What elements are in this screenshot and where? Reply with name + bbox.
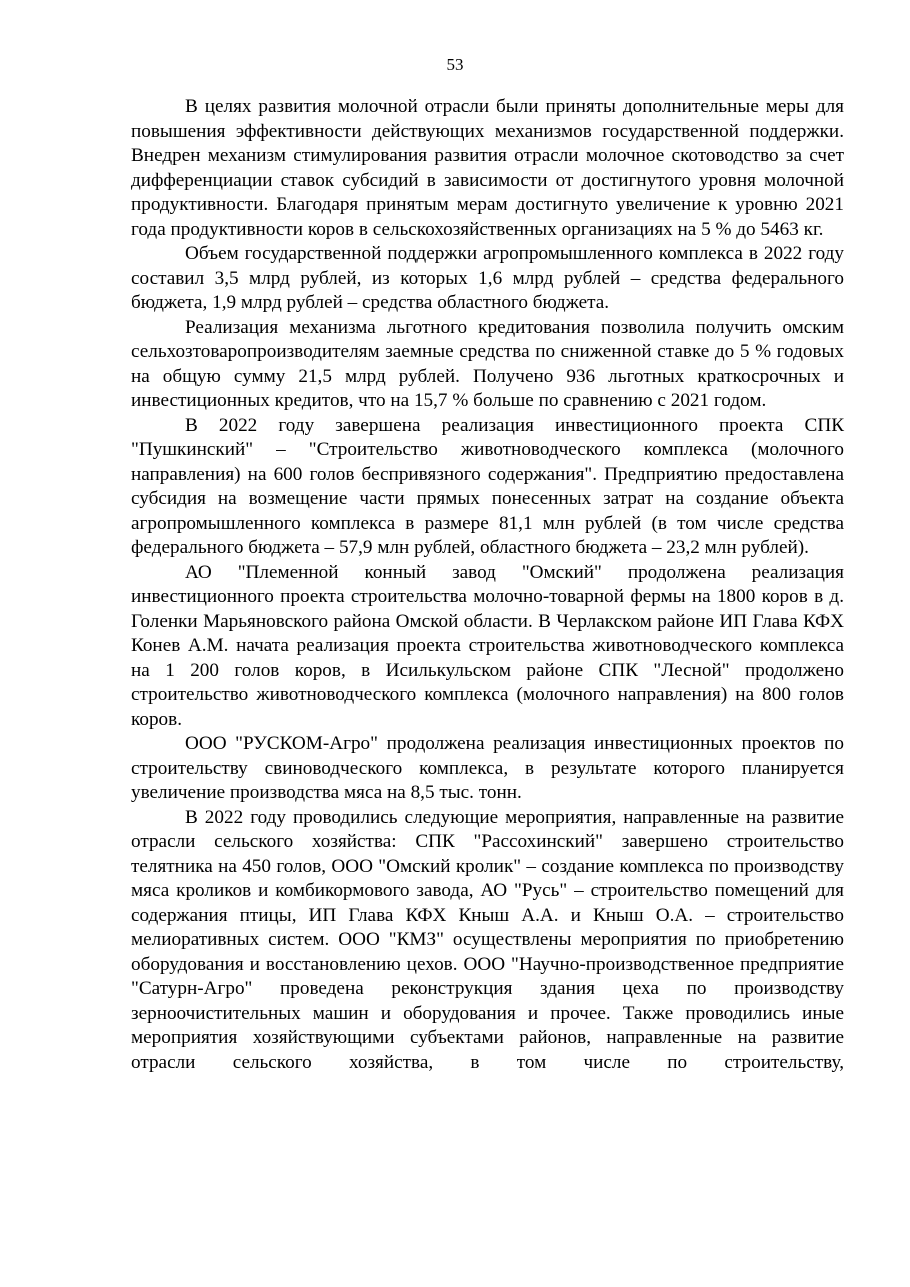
paragraph-preferential-credit: Реализация механизма льготного кредитования позволила получить омским сельхозтоваропроизводителям заемные средства по сниженной ставке до 5 % годовых на общую сумму 21,5 млрд рублей. Получено 936 льготных краткосрочных и инвестиционных кредитов, что на 15,7 % больше по сравнению с 2021 годом. (131, 316, 844, 411)
page-number: 53 (446, 55, 464, 74)
paragraph-pushkinsky-project: В 2022 году завершена реализация инвестиционного проекта СПК "Пушкинский" – "Строительство животноводческого комплекса (молочного направления) на 600 голов беспривязного содержания". Предприятию предоставлена субсидия на возмещение части прямых понесенных затрат на создание объекта агропромышленного комплекса в размере 81,1 млн рублей (в том числе средства федерального бюджета – 57,9 млн рублей, областного бюджета – 23,2 млн рублей). (131, 414, 844, 558)
document-body (131, 95, 844, 1075)
paragraph-dairy-support: В целях развития молочной отрасли были приняты дополнительные меры для повышения эффективности действующих механизмов государственной поддержки. Внедрен механизм стимулирования развития отрасли молочное скотоводство за счет дифференциации ставок субсидий в зависимости от достигнутого уровня молочной продуктивности. Благодаря принятым мерам достигнуто увеличение к уровню 2021 года продуктивности коров в сельскохозяйственных организациях на 5 % до 5463 кг. (131, 96, 844, 240)
paragraph-ruskom-agro: ООО "РУСКОМ-Агро" продолжена реализация инвестиционных проектов по строительству свиноводческого комплекса, в результате которого планируется увеличение производства мяса на 8,5 тыс. тонн. (131, 733, 844, 803)
paragraph-2022-activities: В 2022 году проводились следующие мероприятия, направленные на развитие отрасли сельского хозяйства: СПК "Рассохинский" завершено строительство телятника на 450 голов, ООО "Омский кролик" – создание комплекса по производству мяса кроликов и комбикормового завода, АО "Русь" – строительство помещений для содержания птицы, ИП Глава КФХ Кныш А.А. и Кныш О.А. – строительство мелиоративных систем. ООО "КМЗ" осуществлены мероприятия по приобретению оборудования и восстановлению цехов. ООО "Научно-производственное предприятие "Сатурн-Агро" проведена реконструкция здания цеха по производству зерноочистительных машин и оборудования и прочее. Также проводились иные мероприятия хозяйствующими субъектами районов, направленные на развитие отрасли сельского хозяйства, в том числе по строительству, (131, 806, 844, 1073)
paragraph-omsky-stud-farm: АО "Племенной конный завод "Омский" продолжена реализация инвестиционного проекта строительства молочно-товарной фермы на 1800 коров в д. Голенки Марьяновского района Омской области. В Черлакском районе ИП Глава КФХ Конев А.М. начата реализация проекта строительства животноводческого комплекса на 1 200 голов коров, в Исилькульском районе СПК "Лесной" продолжено строительство животноводческого комплекса (молочного направления) на 800 голов коров. (131, 561, 844, 730)
paragraph-state-support-volume: Объем государственной поддержки агропромышленного комплекса в 2022 году составил 3,5 млрд рублей, из которых 1,6 млрд рублей – средства федерального бюджета, 1,9 млрд рублей – средства областного бюджета. (131, 243, 844, 313)
